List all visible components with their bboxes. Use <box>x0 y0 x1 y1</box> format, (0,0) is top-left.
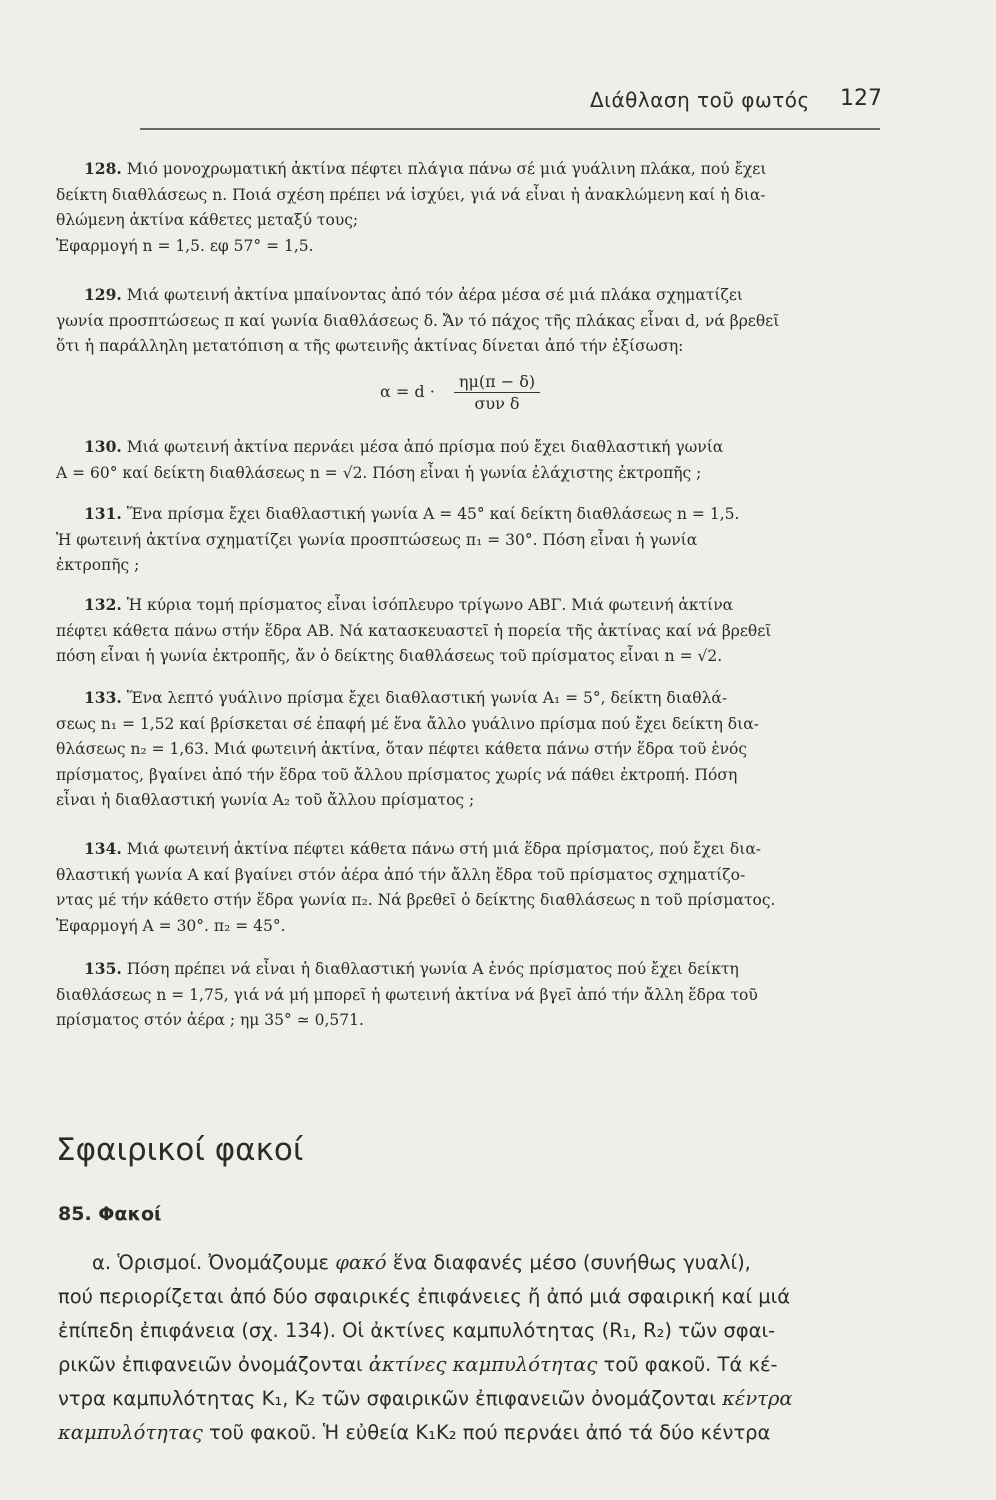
problem-3 <box>56 501 882 579</box>
problem-number: 128. <box>84 159 122 178</box>
problem-2 <box>56 434 882 486</box>
problem-number: 134. <box>84 839 122 858</box>
problem-text: πρίσματος, βγαίνει ἀπό τήν ἕδρα τοῦ ἄλλου πρίσματος χωρίς νά πάθει ἐκτροπή. Πόση <box>56 765 738 784</box>
problem-line <box>56 1008 882 1034</box>
body-line <box>58 1416 892 1450</box>
problem-text: πέφτει κάθετα πάνω στήν ἕδρα ΑΒ. Νά κατασκευαστεῖ ἡ πορεία τῆς ἀκτίνας καί νά βρεθεῖ <box>56 621 772 640</box>
problem-text: Ἡ κύρια τομή πρίσματος εἶναι ἰσόπλευρο τρίγωνο ΑΒΓ. Μιά φωτεινή ἀκτίνα <box>126 596 734 614</box>
problem-text: εἶναι ἡ διαθλαστική γωνία A₂ τοῦ ἄλλου πρίσματος ; <box>56 791 475 809</box>
formula-lhs: α = d · <box>380 382 435 401</box>
problem-text: ντας μέ τήν κάθετο στήν ἕδρα γωνία π₂. Νά βρεθεῖ ὁ δείκτης διαθλάσεως n τοῦ πρίσματος. <box>56 891 776 909</box>
problem-text: ἐκτροπῆς ; <box>56 556 140 574</box>
header-rule <box>140 128 880 130</box>
body-line <box>58 1246 892 1280</box>
problem-line <box>56 712 882 738</box>
problem-text: Μιά φωτεινή ἀκτίνα μπαίνοντας ἀπό τόν ἀέρα μέσα σέ μιά πλάκα σχηματίζει <box>126 286 743 304</box>
problem-line <box>56 914 882 940</box>
body-text: α. Ὁρισμοί. Ὀνομάζουμε <box>92 1251 336 1274</box>
problem-5 <box>56 685 882 814</box>
problem-4 <box>56 592 882 670</box>
italic-term: ἀκτίνες καμπυλότητας <box>368 1353 598 1376</box>
problem-line <box>56 156 882 183</box>
problem-text: Ἕνα λεπτό γυάλινο πρίσμα ἔχει διαθλαστική γωνία A₁ = 5°, δείκτη διαθλά- <box>126 689 728 707</box>
problem-line <box>56 619 882 645</box>
formula-denominator: συν δ <box>474 394 520 413</box>
problem-text: διαθλάσεως n = 1,75, γιά νά μή μπορεῖ ἡ φωτεινή ἀκτίνα νά βγεῖ ἀπό τήν ἄλλη ἕδρα τοῦ <box>56 985 758 1004</box>
problem-text: ὅτι ἡ παράλληλη μετατόπιση α τῆς φωτεινῆς ἀκτίνας δίνεται ἀπό τήν ἐξίσωση: <box>56 337 684 355</box>
problem-line <box>56 685 882 712</box>
formula-numerator: ημ(π − δ) <box>454 372 540 393</box>
problem-line <box>56 956 882 983</box>
problem-number: 131. <box>84 504 122 523</box>
problem-6 <box>56 836 882 939</box>
section-title: Σφαιρικοί φακοί <box>56 1132 304 1168</box>
problem-text: Πόση πρέπει νά εἶναι ἡ διαθλαστική γωνία A ἑνός πρίσματος πού ἔχει δείκτη <box>126 960 739 978</box>
problem-number: 129. <box>84 285 122 304</box>
problem-text: θλαστική γωνία A καί βγαίνει στόν ἀέρα ἀπό τήν ἄλλη ἕδρα τοῦ πρίσματος σχηματίζο- <box>56 865 746 884</box>
section-body <box>58 1246 892 1450</box>
problem-text: A = 60° καί δείκτη διαθλάσεως n = √2. Πόση εἶναι ἡ γωνία ἐλάχιστης ἐκτροπῆς ; <box>56 463 702 482</box>
problem-line <box>56 461 882 487</box>
problem-number: 133. <box>84 688 122 707</box>
problem-0 <box>56 156 882 259</box>
problem-text: πόση εἶναι ἡ γωνία ἐκτροπῆς, ἄν ὁ δείκτης διαθλάσεως τοῦ πρίσματος εἶναι n = √2. <box>56 647 723 665</box>
italic-term: φακό <box>335 1251 387 1274</box>
problem-text: σεως n₁ = 1,52 καί βρίσκεται σέ ἐπαφή μέ ἕνα ἄλλο γυάλινο πρίσμα πού ἔχει δείκτη δια- <box>56 714 759 733</box>
problem-line <box>56 553 882 579</box>
problem-line <box>56 888 882 914</box>
italic-term: κέντρα <box>722 1387 793 1410</box>
problem-1 <box>56 282 882 360</box>
problem-number: 132. <box>84 595 122 614</box>
problem-text: Ἐφαρμογή A = 30°. π₂ = 45°. <box>56 916 286 935</box>
problem-line <box>56 644 882 670</box>
problem-line <box>56 788 882 814</box>
body-text: πού περιορίζεται ἀπό δύο σφαιρικές ἐπιφάνειες ἤ ἀπό μιά σφαιρική καί μιά <box>58 1285 791 1308</box>
problem-line <box>56 863 882 889</box>
problem-line <box>56 334 882 360</box>
problem-line <box>56 208 882 234</box>
problem-line <box>56 282 882 309</box>
body-text: τοῦ φακοῦ. Ἡ εὐθεία K₁K₂ πού περνάει ἀπό τά δύο κέντρα <box>202 1421 771 1444</box>
problem-7 <box>56 956 882 1034</box>
body-line <box>58 1382 892 1416</box>
problem-text: θλάσεως n₂ = 1,63. Μιά φωτεινή ἀκτίνα, ὅταν πέφτει κάθετα πάνω στήν ἕδρα τοῦ ἑνός <box>56 740 748 758</box>
problem-line <box>56 183 882 209</box>
problem-line <box>56 983 882 1009</box>
body-text: ρικῶν ἐπιφανειῶν ὀνομάζονται <box>58 1353 369 1376</box>
problem-text: Ἐφαρμογή n = 1,5. εφ 57° = 1,5. <box>56 236 314 255</box>
problem-line <box>56 836 882 863</box>
problem-line <box>56 737 882 763</box>
body-text: ἕνα διαφανές μέσο (συνήθως γυαλί), <box>386 1251 751 1274</box>
problem-line <box>56 763 882 789</box>
italic-term: καμπυλότητας <box>58 1421 203 1444</box>
problem-line <box>56 592 882 619</box>
body-text: τοῦ φακοῦ. Τά κέ- <box>597 1353 778 1376</box>
body-line <box>58 1348 892 1382</box>
problem-text: Ἡ φωτεινή ἀκτίνα σχηματίζει γωνία προσπτώσεως π₁ = 30°. Πόση εἶναι ἡ γωνία <box>56 530 698 549</box>
problem-text: γωνία προσπτώσεως π καί γωνία διαθλάσεως δ. Ἄν τό πάχος τῆς πλάκας εἶναι d, νά βρεθεῖ <box>56 311 780 330</box>
problem-text: θλώμενη ἀκτίνα κάθετες μεταξύ τους; <box>56 211 359 229</box>
page-number: 127 <box>840 86 882 111</box>
problem-text: Ἕνα πρίσμα ἔχει διαθλαστική γωνία A = 45° καί δείκτη διαθλάσεως n = 1,5. <box>126 505 740 523</box>
problem-line <box>56 234 882 260</box>
problem-text: δείκτη διαθλάσεως n. Ποιά σχέση πρέπει νά ἰσχύει, γιά νά εἶναι ἡ ἀνακλώμενη καί ἡ δια- <box>56 185 766 204</box>
subsection-title: 85. Φακοί <box>58 1203 162 1225</box>
running-header-title: Διάθλαση τοῦ φωτός <box>590 88 810 112</box>
problem-number: 130. <box>84 437 122 456</box>
body-text: ντρα καμπυλότητας K₁, K₂ τῶν σφαιρικῶν ἐπιφανειῶν ὀνομάζονται <box>58 1387 723 1410</box>
problem-line <box>56 528 882 554</box>
problem-text: Μιά φωτεινή ἀκτίνα περνάει μέσα ἀπό πρίσμα πού ἔχει διαθλαστική γωνία <box>126 438 724 456</box>
problem-text: Μιό μονοχρωματική ἀκτίνα πέφτει πλάγια πάνω σέ μιά γυάλινη πλάκα, πού ἔχει <box>126 160 767 178</box>
problem-text: Μιά φωτεινή ἀκτίνα πέφτει κάθετα πάνω στή μιά ἕδρα πρίσματος, πού ἔχει δια- <box>126 840 762 858</box>
body-line <box>58 1314 892 1348</box>
problem-line <box>56 501 882 528</box>
problem-text: πρίσματος στόν ἀέρα ; ημ 35° ≃ 0,571. <box>56 1011 364 1029</box>
formula-fraction <box>454 372 540 413</box>
body-text: ἐπίπεδη ἐπιφάνεια (σχ. 134). Οἱ ἀκτίνες καμπυλότητας (R₁, R₂) τῶν σφαι- <box>58 1319 776 1342</box>
body-line <box>58 1280 892 1314</box>
problem-number: 135. <box>84 959 122 978</box>
problem-line <box>56 434 882 461</box>
problem-line <box>56 309 882 335</box>
